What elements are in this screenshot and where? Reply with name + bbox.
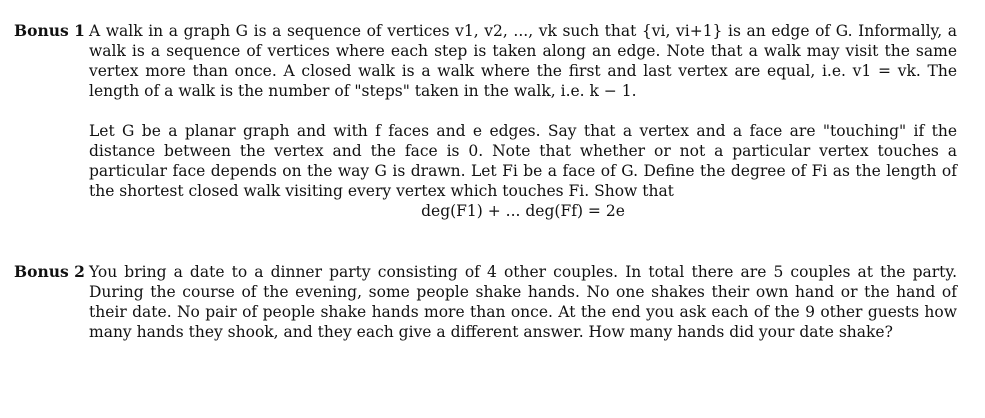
bonus-2-paragraph-1: You bring a date to a dinner party consisting of 4 other couples. In total there are 5 couples at the party. During the course of the evening, some people shake hands. No one shakes their own hand or the hand of their date. No pair of people shake hands more than once. At the end you ask each of the 9 other guests how many hands they shook, and they each give a different answer. How many hands did your date shake? — [89, 263, 957, 341]
bonus-1-label: Bonus 1 — [14, 21, 85, 40]
bonus-1-body — [89, 21, 957, 221]
bonus-2-body — [89, 262, 957, 342]
bonus-1-equation: deg(F1) + ... deg(Ff) = 2e — [421, 202, 625, 220]
bonus-1-paragraph-2: Let G be a planar graph and with f faces and e edges. Say that a vertex and a face are "touching" if the distance between the vertex and the face is 0. Note that whether or not a particular vertex touches a particular face depends on the way G is drawn. Let Fi be a face of G. Define the degree of Fi as the length of the shortest closed walk visiting every vertex which touches Fi. Show that — [89, 122, 957, 200]
bonus-2-label: Bonus 2 — [14, 262, 85, 281]
bonus-1-paragraph-1: A walk in a graph G is a sequence of vertices v1, v2, ..., vk such that {vi, vi+1} is an edge of G. Informally, a walk is a sequence of vertices where each step is taken along an edge. Note that a walk may visit the same vertex more than once. A closed walk is a walk where the first and last vertex are equal, i.e. v1 = vk. The length of a walk is the number of "steps" taken in the walk, i.e. k − 1. — [89, 22, 957, 100]
